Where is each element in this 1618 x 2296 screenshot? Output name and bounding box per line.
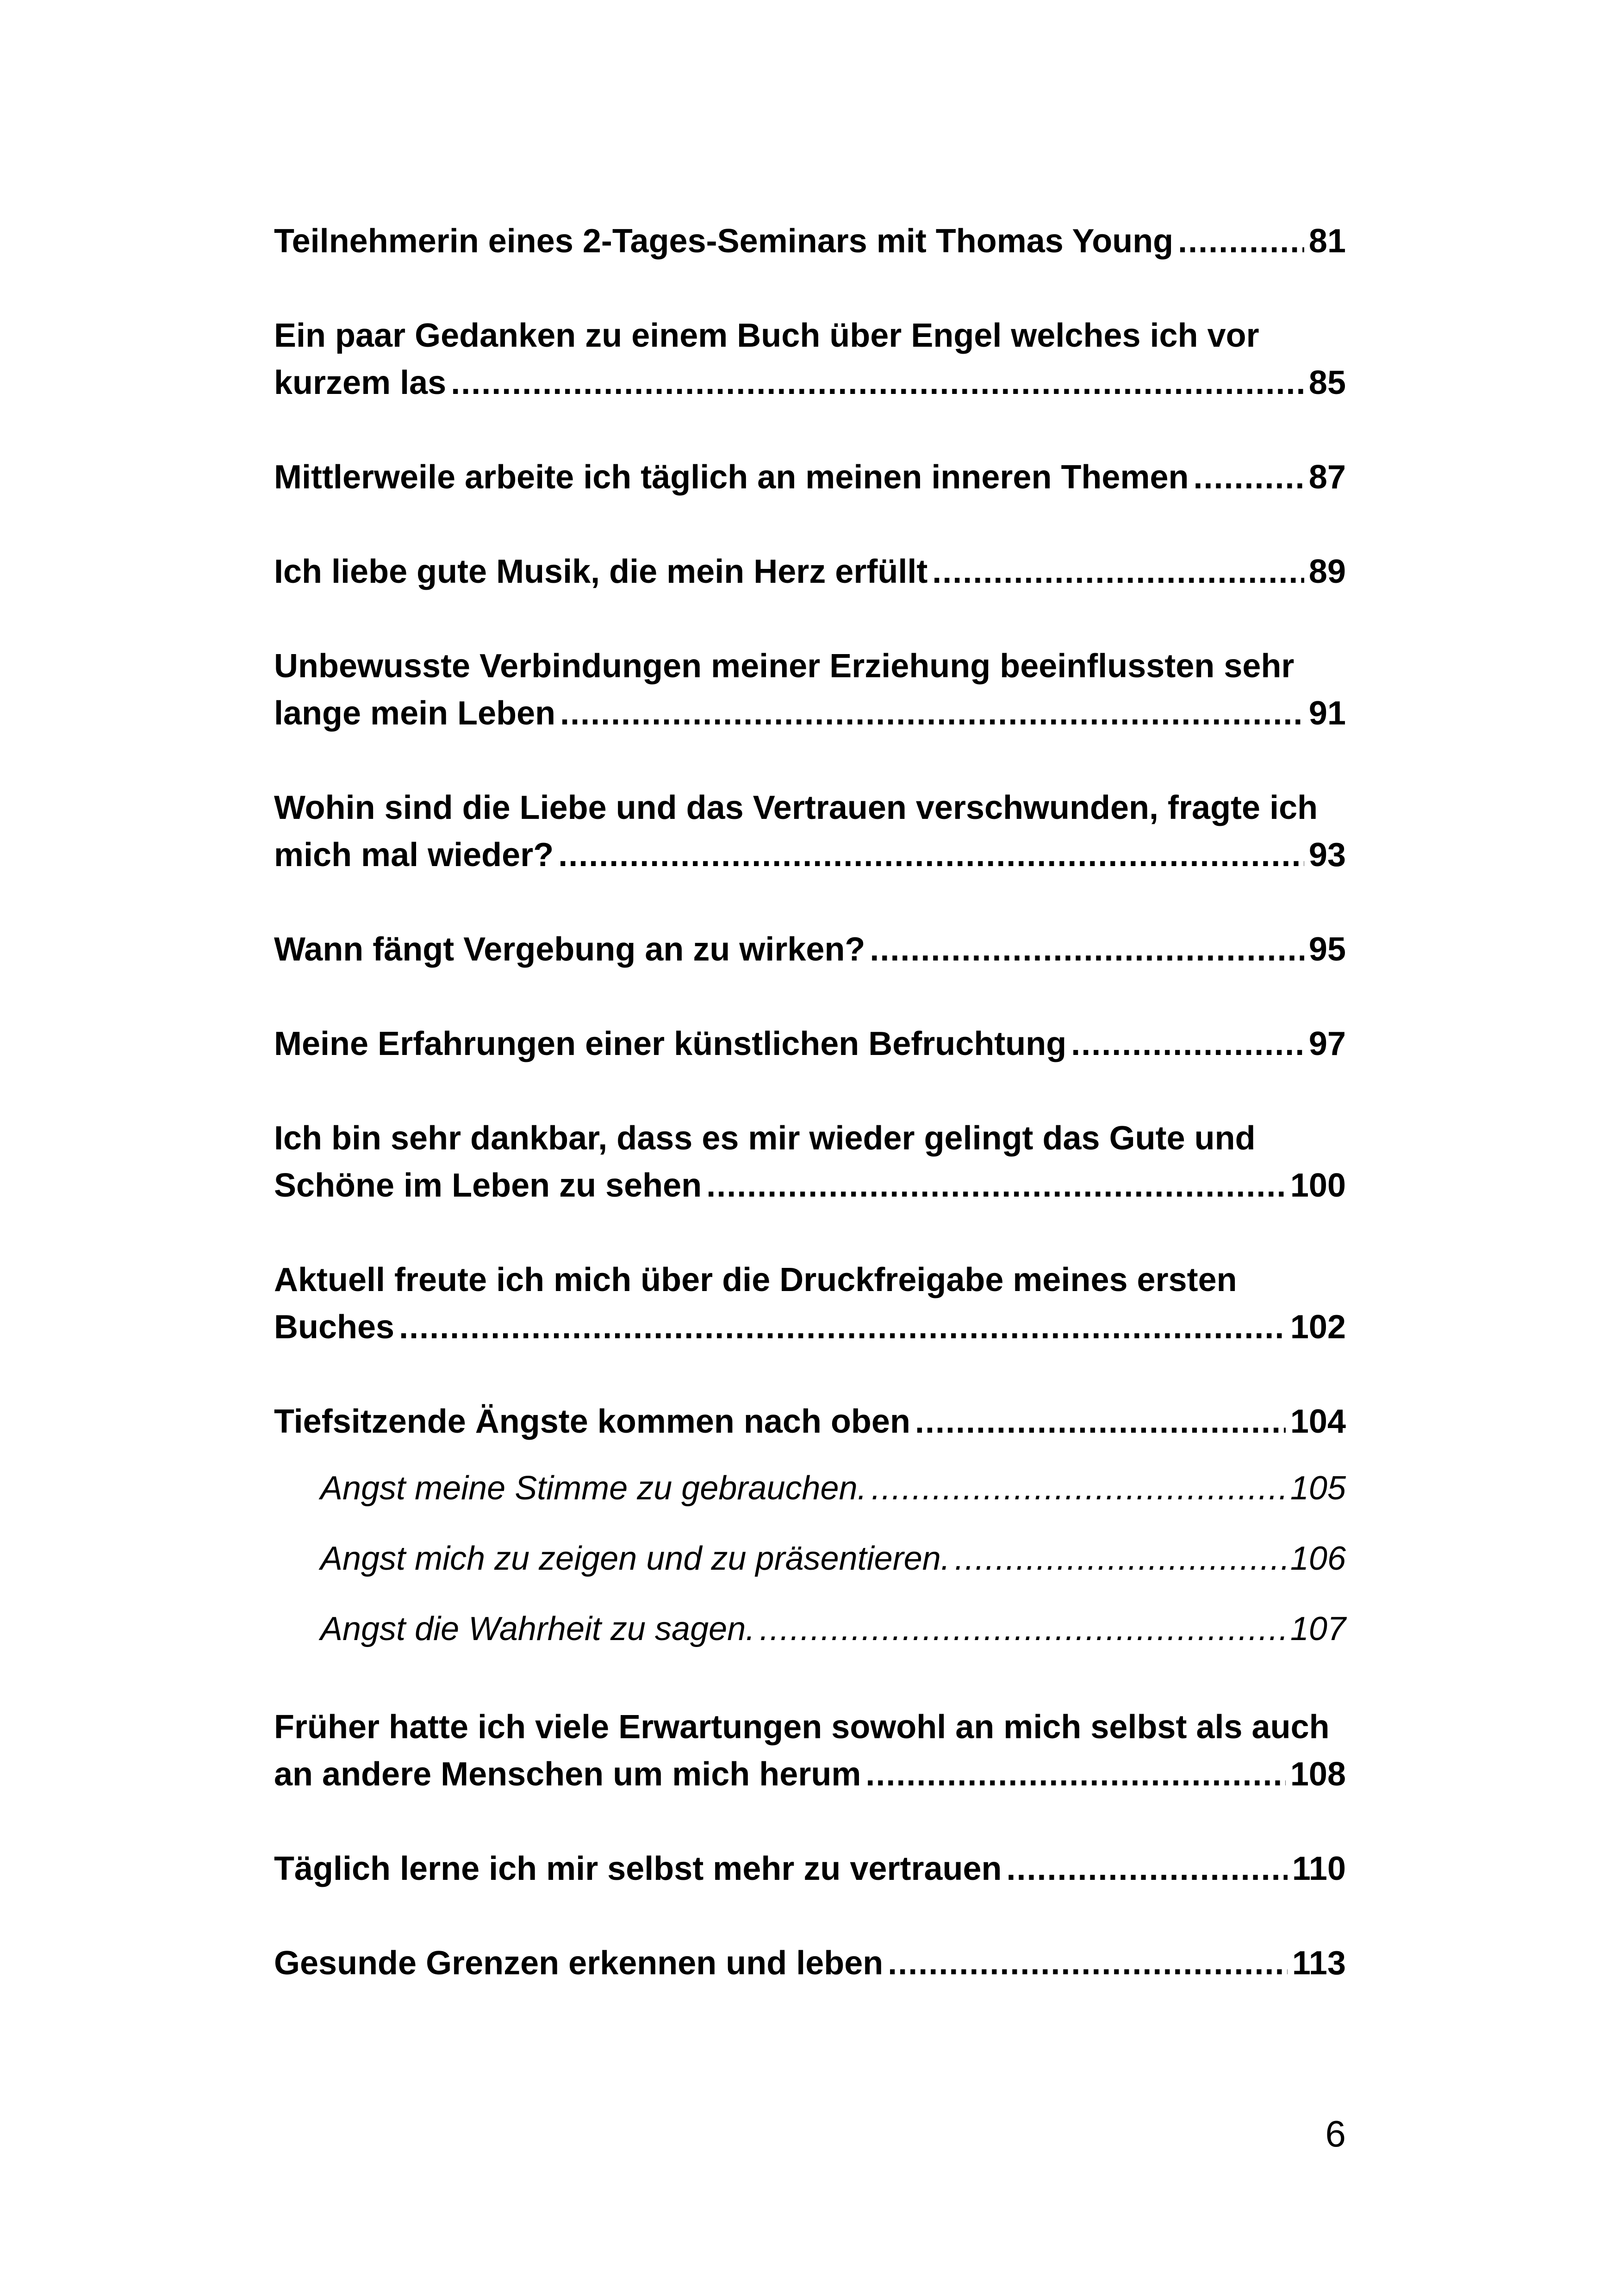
toc-entry[interactable] xyxy=(274,643,1346,737)
toc-subentry[interactable] xyxy=(320,1605,1346,1653)
toc-entry-title: Täglich lerne ich mir selbst mehr zu vertrauen xyxy=(274,1850,1002,1887)
toc-entry-page: 108 xyxy=(1290,1756,1346,1793)
dot-leader xyxy=(871,1465,1286,1512)
toc-entry[interactable] xyxy=(274,926,1346,973)
toc-subentry[interactable] xyxy=(320,1465,1346,1512)
toc-entry-line xyxy=(274,1304,1346,1351)
toc-entry-title: Teilnehmerin eines 2-Tages-Seminars mit Thomas Young xyxy=(274,223,1174,260)
toc-entry[interactable] xyxy=(274,784,1346,879)
toc-entry-title-cont: lange mein Leben xyxy=(274,695,556,732)
dot-leader xyxy=(560,690,1304,737)
toc-entry-page: 93 xyxy=(1308,836,1346,873)
toc-subentry-line xyxy=(320,1535,1346,1582)
dot-leader xyxy=(451,359,1304,406)
toc-entry-title: Ich bin sehr dankbar, dass es mir wieder gelingt das Gute und xyxy=(274,1120,1256,1157)
dot-leader xyxy=(399,1304,1286,1351)
toc-entry-title: Wohin sind die Liebe und das Vertrauen verschwunden, fragte ich xyxy=(274,789,1318,826)
toc-entry-page: 113 xyxy=(1292,1945,1346,1982)
toc-entry-line xyxy=(274,359,1346,406)
toc-subentry-page: 107 xyxy=(1290,1610,1346,1647)
toc-entry-line xyxy=(274,1162,1346,1209)
table-of-contents xyxy=(274,218,1346,2034)
toc-entry-line xyxy=(274,454,1346,501)
toc-entry-line xyxy=(274,1845,1346,1892)
toc-entry[interactable] xyxy=(274,312,1346,406)
toc-subentry-title: Angst meine Stimme zu gebrauchen. xyxy=(320,1470,867,1507)
toc-entry-title: Früher hatte ich viele Erwartungen sowohl an mich selbst als auch xyxy=(274,1709,1330,1746)
toc-entry[interactable] xyxy=(274,1398,1346,1445)
toc-entry[interactable] xyxy=(274,548,1346,595)
toc-entry-page: 110 xyxy=(1292,1850,1346,1887)
dot-leader xyxy=(558,831,1304,879)
toc-entry-line xyxy=(274,548,1346,595)
toc-entry-title-cont: mich mal wieder? xyxy=(274,836,554,873)
dot-leader xyxy=(865,1751,1286,1798)
toc-entry-title: Tiefsitzende Ängste kommen nach oben xyxy=(274,1403,910,1440)
toc-entry-line xyxy=(274,1020,1346,1067)
dot-leader xyxy=(706,1162,1286,1209)
toc-subentry[interactable] xyxy=(320,1535,1346,1582)
page-number: 6 xyxy=(1325,2113,1346,2154)
toc-entry-page: 104 xyxy=(1290,1403,1346,1440)
toc-entry-title-cont: an andere Menschen um mich herum xyxy=(274,1756,861,1793)
dot-leader xyxy=(1178,218,1304,265)
dot-leader xyxy=(915,1398,1286,1445)
toc-entry-title: Mittlerweile arbeite ich täglich an meinen inneren Themen xyxy=(274,459,1189,496)
toc-entry[interactable] xyxy=(274,218,1346,265)
dot-leader xyxy=(1193,454,1304,501)
toc-subentry-line xyxy=(320,1605,1346,1653)
toc-entry-line xyxy=(274,1398,1346,1445)
toc-subentry-page: 105 xyxy=(1290,1470,1346,1507)
toc-entry-title-cont: kurzem las xyxy=(274,364,447,401)
toc-entry-title: Wann fängt Vergebung an zu wirken? xyxy=(274,931,865,968)
toc-entry-line xyxy=(274,926,1346,973)
toc-entry[interactable] xyxy=(274,1115,1346,1209)
dot-leader xyxy=(932,548,1304,595)
toc-entry-line xyxy=(274,1751,1346,1798)
toc-subentry-title: Angst mich zu zeigen und zu präsentieren. xyxy=(320,1540,950,1577)
toc-entry-line xyxy=(274,1940,1346,1987)
toc-subentry-page: 106 xyxy=(1290,1540,1346,1577)
toc-entry[interactable] xyxy=(274,1940,1346,1987)
toc-entry-title: Meine Erfahrungen einer künstlichen Befruchtung xyxy=(274,1025,1067,1062)
dot-leader xyxy=(955,1535,1286,1582)
dot-leader xyxy=(1007,1845,1288,1892)
toc-entry-page: 85 xyxy=(1308,364,1346,401)
dot-leader xyxy=(888,1940,1288,1987)
toc-entry-page: 97 xyxy=(1308,1025,1346,1062)
toc-subentry-line xyxy=(320,1465,1346,1512)
toc-subentry-group xyxy=(274,1465,1346,1653)
dot-leader xyxy=(1071,1020,1304,1067)
toc-entry[interactable] xyxy=(274,1020,1346,1067)
toc-entry-line xyxy=(274,831,1346,879)
toc-entry-page: 100 xyxy=(1290,1167,1346,1204)
toc-entry[interactable] xyxy=(274,1703,1346,1798)
toc-entry-title: Ich liebe gute Musik, die mein Herz erfüllt xyxy=(274,553,928,590)
toc-entry[interactable] xyxy=(274,1845,1346,1892)
toc-entry[interactable] xyxy=(274,1256,1346,1351)
toc-entry-page: 95 xyxy=(1308,931,1346,968)
toc-entry-page: 81 xyxy=(1308,223,1346,260)
toc-subentry-title: Angst die Wahrheit zu sagen. xyxy=(320,1610,755,1647)
toc-entry-title-cont: Schöne im Leben zu sehen xyxy=(274,1167,702,1204)
toc-entry[interactable] xyxy=(274,454,1346,501)
toc-entry-title-cont: Buches xyxy=(274,1309,395,1346)
toc-entry-title: Ein paar Gedanken zu einem Buch über Engel welches ich vor xyxy=(274,317,1259,354)
toc-entry-title: Aktuell freute ich mich über die Druckfreigabe meines ersten xyxy=(274,1261,1237,1298)
toc-entry-line xyxy=(274,218,1346,265)
toc-entry-page: 91 xyxy=(1308,695,1346,732)
toc-entry-page: 89 xyxy=(1308,553,1346,590)
toc-entry-title: Unbewusste Verbindungen meiner Erziehung beeinflussten sehr xyxy=(274,648,1294,685)
toc-entry-title: Gesunde Grenzen erkennen und leben xyxy=(274,1945,884,1982)
toc-entry-line xyxy=(274,690,1346,737)
toc-entry-page: 102 xyxy=(1290,1309,1346,1346)
dot-leader xyxy=(759,1605,1286,1653)
dot-leader xyxy=(870,926,1304,973)
toc-entry-page: 87 xyxy=(1308,459,1346,496)
